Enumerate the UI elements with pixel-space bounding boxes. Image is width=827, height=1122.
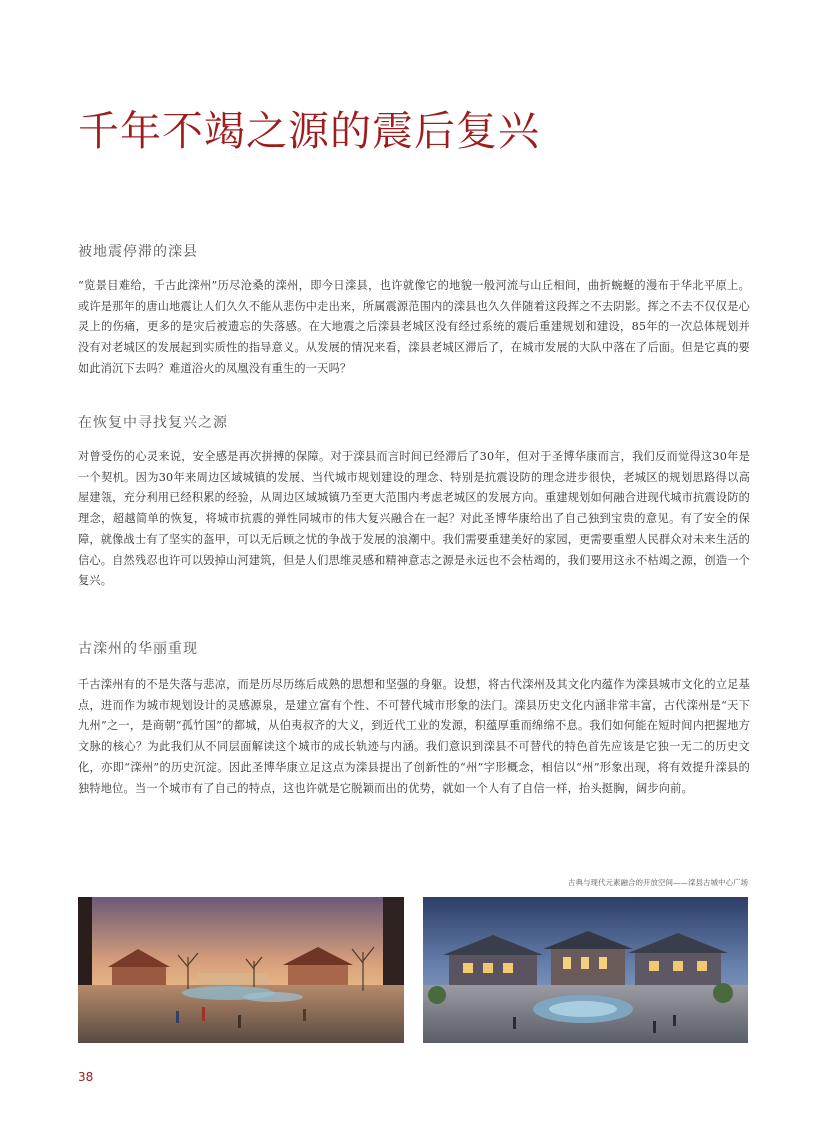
- section-body-1: “览景目难给，千古此滦州”历尽沧桑的滦州，即今日滦县，也许就像它的地貌一般河流与山丘相间，曲折蜿蜒的漫布于华北平原上。或许是那年的唐山地震让人们久久不能从悲伤中走出来，所属震源范围内的滦县也久久伴随着这段挥之不去阴影。挥之不去不仅仅是心灵上的伤痛，更多的是灾后被遗忘的失落感。在大地震之后滦县老城区没有经过系统的震后重建规划和建设，85年的一次总体规划并没有对老城区的发展起到实质性的指导意义。从发展的情况来看，滦县老城区滞后了，在城市发展的大队中落在了后面。但是它真的要如此消沉下去吗？难道浴火的凤凰没有重生的一天吗？: [78, 279, 750, 375]
- section-heading-1: 被地震停滞的滦县: [78, 244, 198, 260]
- section-heading-3: 古滦州的华丽重现: [78, 641, 198, 657]
- plaza-evening-rendering: [78, 897, 404, 1043]
- page-title: 千年不竭之源的震后复兴: [78, 107, 540, 155]
- page-number: 38: [78, 1070, 94, 1084]
- image-caption: 古典与现代元素融合的开放空间——滦县古城中心广场: [568, 878, 748, 887]
- section-body-3: 千古滦州有的不是失落与悲凉，而是历尽历练后成熟的思想和坚强的身躯。设想，将古代滦州及其文化内蕴作为滦县城市文化的立足基点，进而作为城市规划设计的灵感源泉，是建立富有个性、不可替代城市形象的法门。滦县历史文化内涵非常丰富，古代滦州是“天下九州”之一，是商朝“孤竹国”的都城，从伯夷叔齐的大义，到近代工业的发源，积蕴厚重而绵绵不息。我们如何能在短时间内把握地方文脉的核心？为此我们从不同层面解读这个城市的成长轨迹与内涵。我们意识到滦县不可替代的特色首先应该是它独一无二的历史文化，亦即“滦州”的历史沉淀。因此圣博华康立足这点为滦县提出了创新性的“州”字形概念，相信以“州”形象出现，将有效提升滦县的独特地位。当一个城市有了自己的特点，这也许就是它脱颖而出的优势，就如一个人有了自信一样，抬头挺胸，阔步向前。: [78, 678, 750, 795]
- section-heading-2: 在恢复中寻找复兴之源: [78, 415, 228, 431]
- section-body-2: 对曾受伤的心灵来说，安全感是再次拼搏的保障。对于滦县而言时间已经滞后了30年，但对于圣博华康而言，我们反而觉得这30年是一个契机。因为30年来周边区域城镇的发展、当代城市规划建设的理念、特别是抗震设防的理念进步很快，老城区的规划思路得以高屋建瓴，充分利用已经积累的经验，从周边区域城镇乃至更大范围内考虑老城区的发展方向。重建规划如何融合进现代城市抗震设防的理念，超越简单的恢复，将城市抗震的弹性同城市的伟大复兴融合在一起？对此圣博华康给出了自己独到宝贵的意见。有了安全的保障，就像战士有了坚实的盔甲，可以无后顾之忧的争战于发展的浪潮中。我们需要重建美好的家园，更需要重塑人民群众对未来生活的信心。自然残忍也许可以毁掉山河建筑，但是人们思维灵感和精神意志之源是永远也不会枯竭的，我们要用这永不枯竭之源，创造一个复兴。: [78, 450, 750, 588]
- plaza-night-rendering: [423, 897, 748, 1043]
